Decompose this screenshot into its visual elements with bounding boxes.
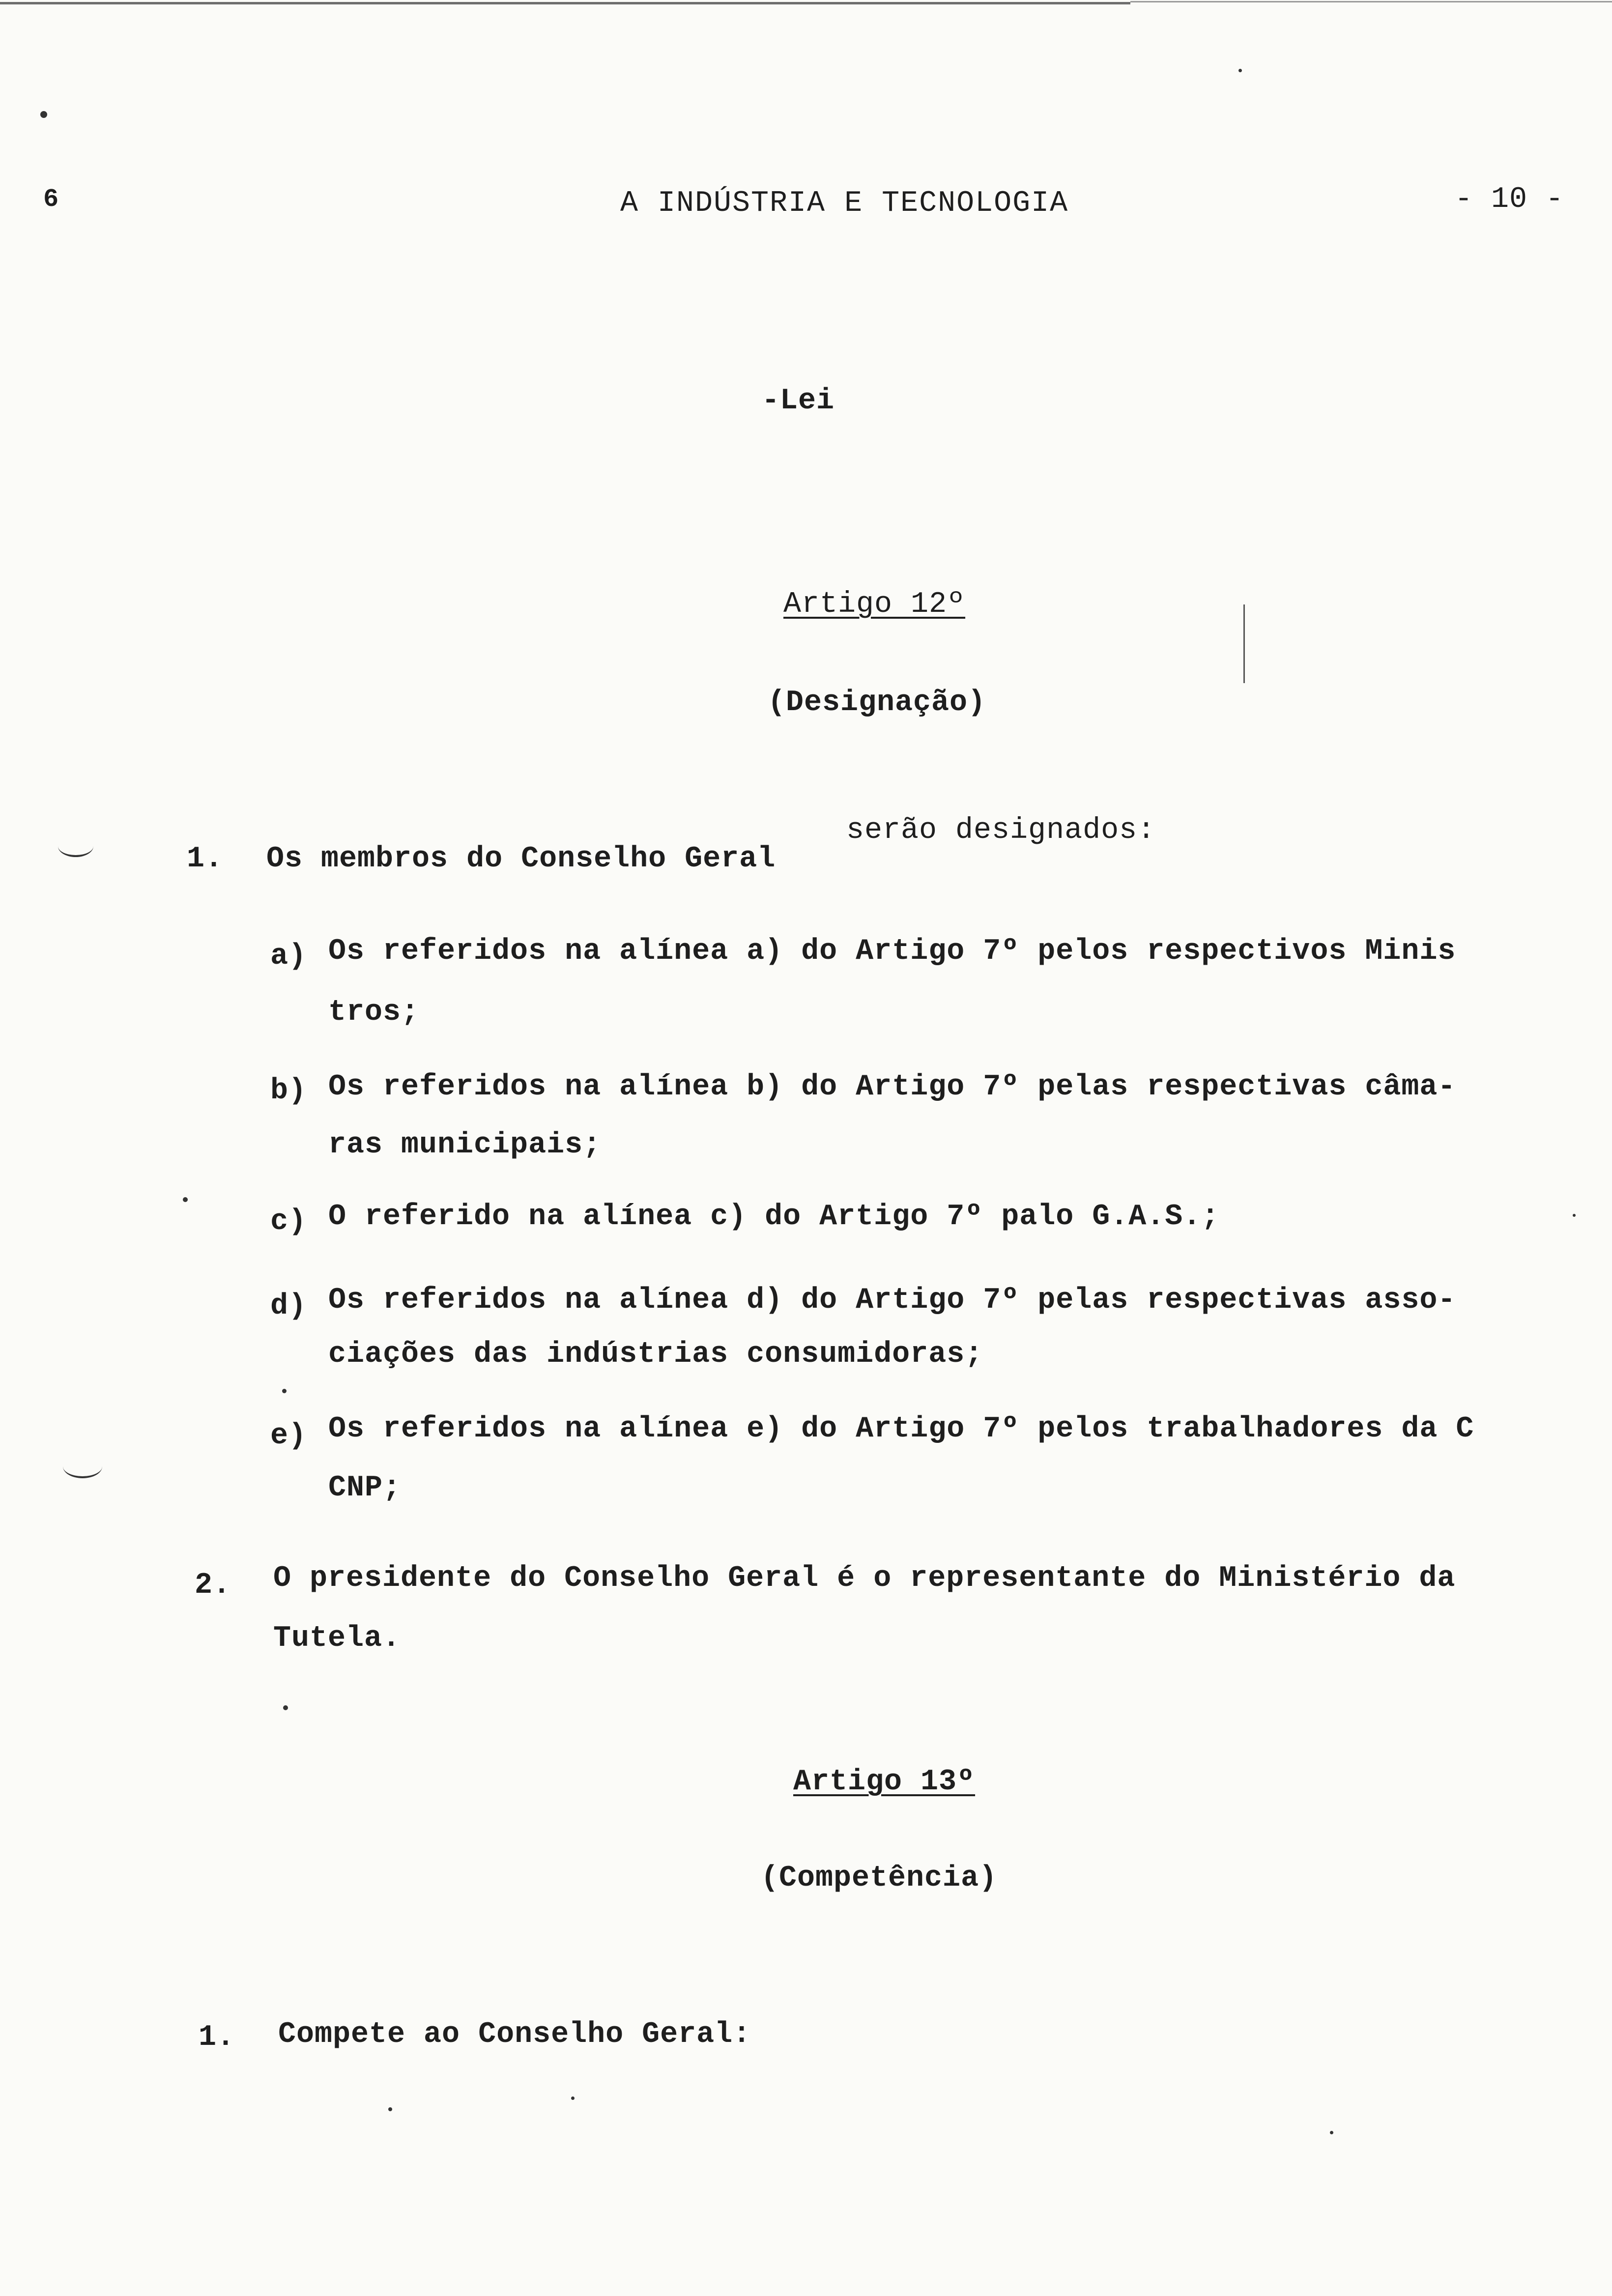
- list-item-line1: Os referidos na alínea e) do Artigo 7º pelos trabalhadores da C: [328, 1412, 1474, 1446]
- page-header-title: A INDÚSTRIA E TECNOLOGIA: [620, 187, 1069, 220]
- scan-speck: [40, 111, 47, 118]
- article-13-heading: Artigo 13º: [793, 1765, 976, 1799]
- list-item-letter: e): [270, 1419, 307, 1453]
- clause-number: 2.: [195, 1569, 231, 1602]
- article-13-subheading: (Competência): [761, 1862, 998, 1895]
- article-12-subheading: (Designação): [768, 686, 986, 719]
- scan-speck: [1330, 2131, 1333, 2134]
- scan-speck: [571, 2096, 575, 2100]
- list-item-letter: b): [270, 1074, 307, 1108]
- clause-text: O presidente do Conselho Geral é o representante do Ministério da: [273, 1562, 1456, 1595]
- list-item-letter: c): [270, 1205, 307, 1238]
- list-item-line1: Os referidos na alínea d) do Artigo 7º pelas respectivas asso-: [328, 1284, 1456, 1317]
- scan-speck: [183, 1197, 188, 1202]
- list-item-line2: ciações das indústrias consumidoras;: [328, 1338, 983, 1371]
- list-item-line1: Os referidos na alínea b) do Artigo 7º pelas respectivas câma-: [328, 1070, 1456, 1104]
- list-item-line1: O referido na alínea c) do Artigo 7º palo G.A.S.;: [328, 1200, 1220, 1234]
- clause-text: Os membros do Conselho Geral: [266, 842, 776, 876]
- article-12-heading: Artigo 12º: [783, 588, 966, 621]
- list-item-line2: CNP;: [328, 1471, 402, 1505]
- list-item-line2: tros;: [328, 996, 420, 1029]
- top-edge-line-faint: [1130, 1, 1612, 2]
- list-item-letter: a): [270, 940, 307, 973]
- scan-speck: [283, 1705, 288, 1710]
- clause-text: Tutela.: [273, 1622, 401, 1655]
- list-item-line1: Os referidos na alínea a) do Artigo 7º pelos respectivos Minis: [328, 935, 1456, 968]
- scan-speck: [1573, 1214, 1576, 1217]
- margin-mark: 6: [43, 185, 59, 214]
- clause-number: 1.: [199, 2021, 235, 2054]
- lei-label: -Lei: [762, 384, 835, 418]
- clause-number: 1.: [187, 842, 224, 876]
- scan-speck: [1238, 69, 1242, 72]
- list-item-letter: d): [270, 1290, 307, 1323]
- page-number: - 10 -: [1455, 183, 1564, 216]
- scan-speck: [388, 2107, 392, 2111]
- clause-text-raised: serão designados:: [846, 814, 1156, 847]
- scan-mark: [58, 835, 93, 857]
- top-edge-line: [0, 2, 1130, 4]
- list-item-line2: ras municipais;: [328, 1128, 602, 1162]
- scan-speck: [282, 1389, 287, 1393]
- scan-mark: [63, 1455, 102, 1478]
- scan-line: [1243, 604, 1245, 683]
- clause-text: Compete ao Conselho Geral:: [278, 2018, 751, 2051]
